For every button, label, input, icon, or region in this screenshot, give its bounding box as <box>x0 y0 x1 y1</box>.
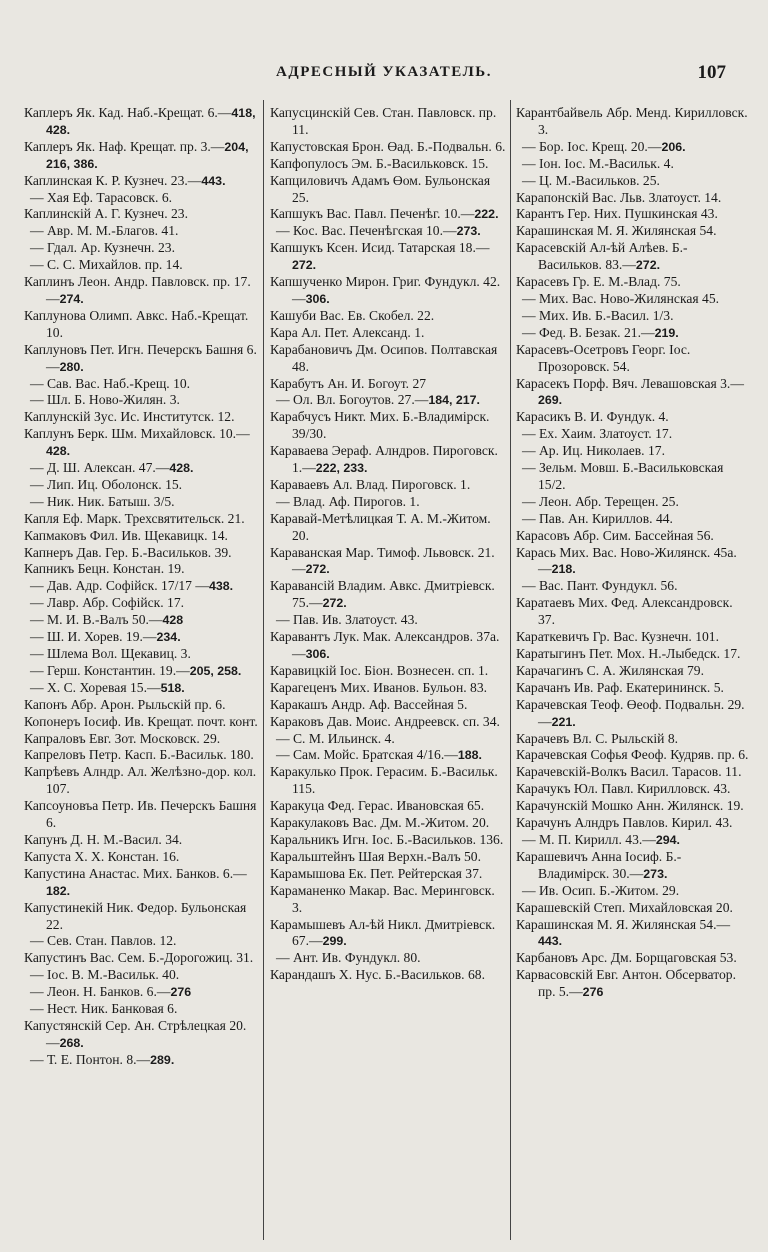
phone-number: 272. <box>322 596 347 611</box>
directory-entry: Карабутъ Ан. И. Богоут. 27 <box>270 375 427 391</box>
directory-entry: Капфопулосъ Эм. Б.-Васильковск. 15. <box>270 155 489 171</box>
phone-number: 221. <box>551 714 576 729</box>
directory-entry: — Ц. М.-Васильков. 25. <box>522 172 660 188</box>
directory-entry: — Леон. Н. Банков. 6.—276 <box>30 984 192 1000</box>
directory-entry: — Авр. М. М.-Благов. 41. <box>30 223 179 239</box>
directory-entry: Карабановичъ Дм. Осипов. Полтавская 48. <box>270 341 498 374</box>
directory-entry: — Леон. Абр. Терещен. 25. <box>522 493 679 509</box>
page-header <box>0 62 768 86</box>
directory-entry: Каракуца Фед. Герас. Ивановская 65. <box>270 798 485 814</box>
directory-entry: — Ш. И. Хорев. 19.—234. <box>30 629 181 645</box>
directory-entry: Капунъ Д. Н. М.-Васил. 34. <box>24 831 183 847</box>
directory-entry: — Лип. Иц. Оболонск. 15. <box>30 476 183 492</box>
directory-entry: Карачунъ Алндръ Павлов. Кирил. 43. <box>516 815 733 831</box>
directory-entry: — Фед. В. Безак. 21.—219. <box>522 324 679 340</box>
phone-number: 306. <box>305 647 330 661</box>
directory-entry: Карачукъ Юл. Павл. Кирилловск. 43. <box>516 781 731 797</box>
phone-number: 222. <box>474 207 499 222</box>
phone-number: 269. <box>538 393 563 408</box>
directory-entry: — Ив. Осип. Б.-Житом. 29. <box>522 882 680 898</box>
directory-entry: — М. П. Кирилл. 43.—294. <box>522 831 680 847</box>
directory-entry: — Хая Еф. Тарасовск. 6. <box>30 189 173 205</box>
directory-entry: Капшукъ Ксен. Исид. Татарская 18.—272. <box>270 240 490 273</box>
phone-number: 280. <box>59 359 84 374</box>
directory-entry: Карачагинъ С. А. Жилянская 79. <box>516 662 704 678</box>
directory-entry: — Мих. Ив. Б.-Васил. 1/3. <box>522 307 674 323</box>
directory-entry: — Ех. Хаим. Златоуст. 17. <box>522 426 673 442</box>
phone-number: 289. <box>150 1052 175 1067</box>
phone-number: 188. <box>457 748 482 763</box>
directory-entry: Карамышевъ Ал-ѣй Никл. Дмитріевск. 67.—299. <box>270 916 496 949</box>
directory-entry: Копонеръ Іосиф. Ив. Крещат. почт. конт. <box>24 713 258 729</box>
directory-entry: Каравицкій Іос. Біон. Вознесен. сп. 1. <box>270 662 489 678</box>
directory-entry: Караманенко Макар. Вас. Меринговск. 3. <box>270 882 495 915</box>
directory-entry: Каплунскій Зус. Ис. Институтск. 12. <box>24 409 235 425</box>
phone-number: 272. <box>305 562 330 577</box>
directory-entry: Каплеръ Як. Кад. Наб.-Крещат. 6.—418, 428. <box>24 105 256 137</box>
directory-entry: Капонъ Абр. Арон. Рыльскій пр. 6. <box>24 696 226 712</box>
directory-entry: Капциловичъ Адамъ Өом. Бульонская 25. <box>270 172 491 205</box>
phone-number: 218. <box>551 562 576 577</box>
directory-entry: — Бор. Іос. Крещ. 20.—206. <box>522 138 686 154</box>
phone-number: 204, 216, 386. <box>46 139 249 171</box>
directory-entry: Капля Еф. Марк. Трехсвятительск. 21. <box>24 510 245 526</box>
directory-entry: Карашевичъ Анна Іосиф. Б.-Владимірск. 30.—273. <box>516 848 682 881</box>
directory-entry: Карамышова Ек. Пет. Рейтерская 37. <box>270 865 483 881</box>
directory-entry: — Лавр. Абр. Софійск. 17. <box>30 595 185 611</box>
directory-entry: Караваева Эераф. Алндров. Пироговск. 1.—222, 233. <box>270 443 498 476</box>
directory-entry: — Ар. Иц. Николаев. 17. <box>522 443 665 459</box>
directory-entry: Карасевскій Ал-ѣй Алѣев. Б.-Васильков. 83.—272. <box>516 240 688 273</box>
phone-number: 518. <box>160 680 185 695</box>
directory-entry: Капмаковъ Фил. Ив. Щекавицк. 14. <box>24 527 228 543</box>
directory-entry: Каракулаковъ Вас. Дм. М.-Житом. 20. <box>270 815 490 831</box>
directory-entry: Карвасовскій Евг. Антон. Обсерватор. пр. 5.—276 <box>516 967 736 1000</box>
phone-number: 182. <box>46 883 71 898</box>
phone-number: 276 <box>170 985 192 1000</box>
page-number: 107 <box>697 62 726 83</box>
phone-number: 219. <box>654 325 679 340</box>
directory-entry: Каратыгинъ Пет. Мох. Н.-Лыбедск. 17. <box>516 646 741 661</box>
directory-entry: Каравай-Метѣлицкая Т. А. М.-Житом. 20. <box>270 510 491 543</box>
directory-entry: — Ол. Вл. Богоутов. 27.—184, 217. <box>276 392 480 408</box>
directory-entry: — Герш. Константин. 19.—205, 258. <box>30 662 242 678</box>
directory-entry: Капреловъ Петр. Касп. Б.-Васильк. 180. <box>24 747 254 763</box>
directory-entry: Карагеценъ Мих. Иванов. Бульон. 83. <box>270 679 488 695</box>
directory-entry: Каравантъ Лук. Мак. Александров. 37а.—306. <box>270 629 500 661</box>
directory-entry: Карашевскій Степ. Михайловская 20. <box>516 899 733 915</box>
directory-entry: Караваевъ Ал. Влад. Пироговск. 1. <box>270 476 471 492</box>
phone-number: 222, 233. <box>315 461 368 476</box>
directory-entry: Капрѣевъ Алндр. Ал. Желѣзно-дор. кол. 107. <box>24 764 257 797</box>
phone-number: 274. <box>59 291 84 306</box>
phone-number: 273. <box>456 224 481 239</box>
directory-entry: — Іон. Іос. М.-Васильк. 4. <box>522 155 674 171</box>
phone-number: 428. <box>169 461 194 476</box>
directory-entry: Каплеръ Як. Наф. Крещат. пр. 3.—204, 216, 386. <box>24 138 249 171</box>
directory-entry: Карачевская Софья Феоф. Кудряв. пр. 6. <box>516 747 749 763</box>
phone-number: 428 <box>162 613 184 628</box>
directory-entry: — Вас. Пант. Фундукл. 56. <box>522 578 678 594</box>
directory-entry: Капустина Анастас. Мих. Банков. 6.—182. <box>24 865 247 898</box>
directory-entry: Карасовъ Абр. Сим. Бассейная 56. <box>516 527 714 543</box>
directory-entry: Каравансій Владим. Авкс. Дмитріевск. 75.—272. <box>270 578 495 611</box>
directory-entry: Капуста Х. Х. Констан. 16. <box>24 848 180 864</box>
directory-entry: Капнеръ Дав. Гер. Б.-Васильков. 39. <box>24 544 232 560</box>
directory-entry: Карандашъ Х. Нус. Б.-Васильков. 68. <box>270 967 485 983</box>
directory-entry: Капусцинскій Сев. Стан. Павловск. пр. 11. <box>270 105 497 137</box>
directory-entry: — Сав. Вас. Наб.-Крещ. 10. <box>30 375 191 391</box>
directory-entry: Карачунскій Мошко Анн. Жилянск. 19. <box>516 798 744 814</box>
directory-entry: — Іос. В. М.-Васильк. 40. <box>30 967 180 983</box>
column-middle <box>270 105 506 1245</box>
directory-entry: — Гдал. Ар. Кузнечн. 23. <box>30 240 175 256</box>
directory-entry: — Х. С. Хоревая 15.—518. <box>30 679 185 695</box>
column-left <box>24 105 258 1245</box>
directory-entry: Каральникъ Игн. Іос. Б.-Васильков. 136. <box>270 831 504 847</box>
directory-entry: Капустинъ Вас. Сем. Б.-Дорогожиц. 31. <box>24 950 254 966</box>
directory-entry: Капраловъ Евг. Зот. Московск. 29. <box>24 730 221 746</box>
directory-entry: Каплинская К. Р. Кузнеч. 23.—443. <box>24 172 226 188</box>
phone-number: 418, 428. <box>46 106 256 137</box>
column-divider <box>263 100 264 1240</box>
directory-entry: Каплунъ Берк. Шм. Михайловск. 10.—428. <box>24 426 250 459</box>
directory-entry: Карашинская М. Я. Жилянская 54. <box>516 223 717 239</box>
directory-entry: — Д. Ш. Алексан. 47.—428. <box>30 460 194 476</box>
directory-entry: — Мих. Вас. Ново-Жилянская 45. <box>522 290 720 306</box>
phone-number: 438. <box>208 579 234 594</box>
directory-entry: — Нест. Ник. Банковая 6. <box>30 1001 178 1017</box>
phone-number: 184, 217. <box>428 393 480 408</box>
phone-number: 272. <box>635 258 661 273</box>
directory-entry: Капникъ Бецн. Констан. 19. <box>24 561 185 577</box>
running-title: АДРЕСНЫЙ УКАЗАТЕЛЬ. <box>276 64 492 80</box>
directory-entry: Карантъ Гер. Них. Пушкинская 43. <box>516 206 718 222</box>
directory-entry: Караткевичъ Гр. Вас. Кузнечн. 101. <box>516 629 720 645</box>
directory-entry: — Пав. Ив. Златоуст. 43. <box>276 612 418 628</box>
phone-number: 306. <box>305 291 330 306</box>
directory-entry: Капшукъ Вас. Павл. Печенѣг. 10.—222. <box>270 206 499 222</box>
column-divider <box>510 100 511 1240</box>
directory-entry: — Влад. Аф. Пирогов. 1. <box>276 493 420 509</box>
directory-entry: — Сев. Стан. Павлов. 12. <box>30 933 177 949</box>
directory-entry: Карасекъ Порф. Вяч. Левашовская 3.—269. <box>516 375 744 408</box>
directory-entry: Карабчусъ Никт. Мих. Б.-Владимірск. 39/30. <box>270 409 490 442</box>
phone-number: 234. <box>156 630 181 645</box>
directory-entry: Каплинскій А. Г. Кузнеч. 23. <box>24 206 188 222</box>
directory-entry: Каплинъ Леон. Андр. Павловск. пр. 17.—274. <box>24 274 251 306</box>
directory-entry: — Ант. Ив. Фундукл. 80. <box>276 950 421 966</box>
directory-entry: Караковъ Дав. Моис. Андреевск. сп. 34. <box>270 713 500 729</box>
directory-entry: Каральштейнъ Шая Верхн.-Валъ 50. <box>270 848 481 864</box>
directory-entry: Карачанъ Ив. Раф. Екатерининск. 5. <box>516 679 724 695</box>
phone-number: 268. <box>59 1035 84 1050</box>
directory-entry: — Т. Е. Понтон. 8.—289. <box>30 1051 175 1067</box>
directory-entry: Карась Мих. Вас. Ново-Жилянск. 45а.—218. <box>516 544 737 577</box>
directory-entry: Карасевъ Гр. Е. М.-Влад. 75. <box>516 274 681 290</box>
directory-entry: Карачевскій-Волкъ Васил. Тарасов. 11. <box>516 764 742 780</box>
directory-entry: Капустянскій Сер. Ан. Стрѣлецкая 20.—268. <box>24 1017 247 1050</box>
directory-entry: — С. С. Михайлов. пр. 14. <box>30 257 183 273</box>
directory-entry: — Пав. Ан. Кириллов. 44. <box>522 510 673 526</box>
phone-number: 276 <box>582 985 604 1000</box>
directory-entry: — С. М. Ильинск. 4. <box>276 730 395 746</box>
phone-number: 273. <box>643 866 668 881</box>
directory-entry: Капустовская Брон. Өад. Б.-Подвальн. 6. <box>270 138 506 154</box>
phone-number: 299. <box>322 934 347 949</box>
directory-entry: Карашинская М. Я. Жилянская 54.—443. <box>516 916 731 949</box>
directory-entry: Карасикъ В. И. Фундук. 4. <box>516 409 669 425</box>
directory-entry: Караванская Мар. Тимоф. Львовск. 21.—272. <box>270 544 495 577</box>
directory-entry: Капшученко Мирон. Григ. Фундукл. 42.—306. <box>270 274 501 306</box>
phone-number: 428. <box>46 444 71 459</box>
directory-entry: — Сам. Мойс. Братская 4/16.—188. <box>276 747 482 763</box>
directory-entry: — Дав. Адр. Софійск. 17/17 —438. <box>30 578 234 594</box>
phone-number: 443. <box>201 173 226 188</box>
column-right <box>516 105 750 1245</box>
directory-entry: Капустинекій Ник. Федор. Бульонская 22. <box>24 899 247 932</box>
directory-entry: Кара Ал. Пет. Александ. 1. <box>270 324 425 340</box>
phone-number: 206. <box>661 139 686 154</box>
directory-entry: — Шлема Вол. Щекавиц. 3. <box>30 646 191 661</box>
directory-entry: — Зельм. Мовш. Б.-Васильковская 15/2. <box>522 460 724 492</box>
directory-entry: Каракашъ Андр. Аф. Вассейная 5. <box>270 696 468 712</box>
directory-entry: Карантбайвель Абр. Менд. Кирилловск. 3. <box>516 105 748 137</box>
directory-entry: — М. И. В.-Валъ 50.—428 <box>30 612 184 628</box>
directory-entry: Карапонскій Вас. Льв. Златоуст. 14. <box>516 189 722 205</box>
phone-number: 294. <box>655 832 680 847</box>
directory-entry: Каплунова Олимп. Авкс. Наб.-Крещат. 10. <box>24 307 249 340</box>
directory-entry: Каракулько Прок. Герасим. Б.-Васильк. 115. <box>270 764 498 797</box>
phone-number: 443. <box>538 934 563 949</box>
directory-entry: Карачевская Теоф. Өеоф. Подвальн. 29.—221. <box>516 696 745 729</box>
directory-entry: Карачевъ Вл. С. Рыльскій 8. <box>516 730 679 746</box>
phone-number: 272. <box>292 258 317 273</box>
directory-entry: — Кос. Вас. Печенѣгская 10.—273. <box>276 223 481 239</box>
directory-entry: — Ник. Ник. Батыш. 3/5. <box>30 493 175 509</box>
directory-entry: Карбановъ Арс. Дм. Борщаговская 53. <box>516 950 737 966</box>
directory-entry: Карасевъ-Осетровъ Георг. Іос. Прозоровск. 54. <box>516 341 691 374</box>
phone-number: 205, 258. <box>189 663 242 678</box>
directory-entry: Кашуби Вас. Ев. Скобел. 22. <box>270 307 435 323</box>
directory-entry: Каратаевъ Мих. Фед. Александровск. 37. <box>516 595 733 628</box>
directory-entry: Каплуновъ Пет. Игн. Печерскъ Башня 6.—280. <box>24 341 257 374</box>
directory-entry: — Шл. Б. Ново-Жилян. 3. <box>30 392 180 408</box>
directory-entry: Капсоуновъа Петр. Ив. Печерскъ Башня 6. <box>24 798 257 831</box>
